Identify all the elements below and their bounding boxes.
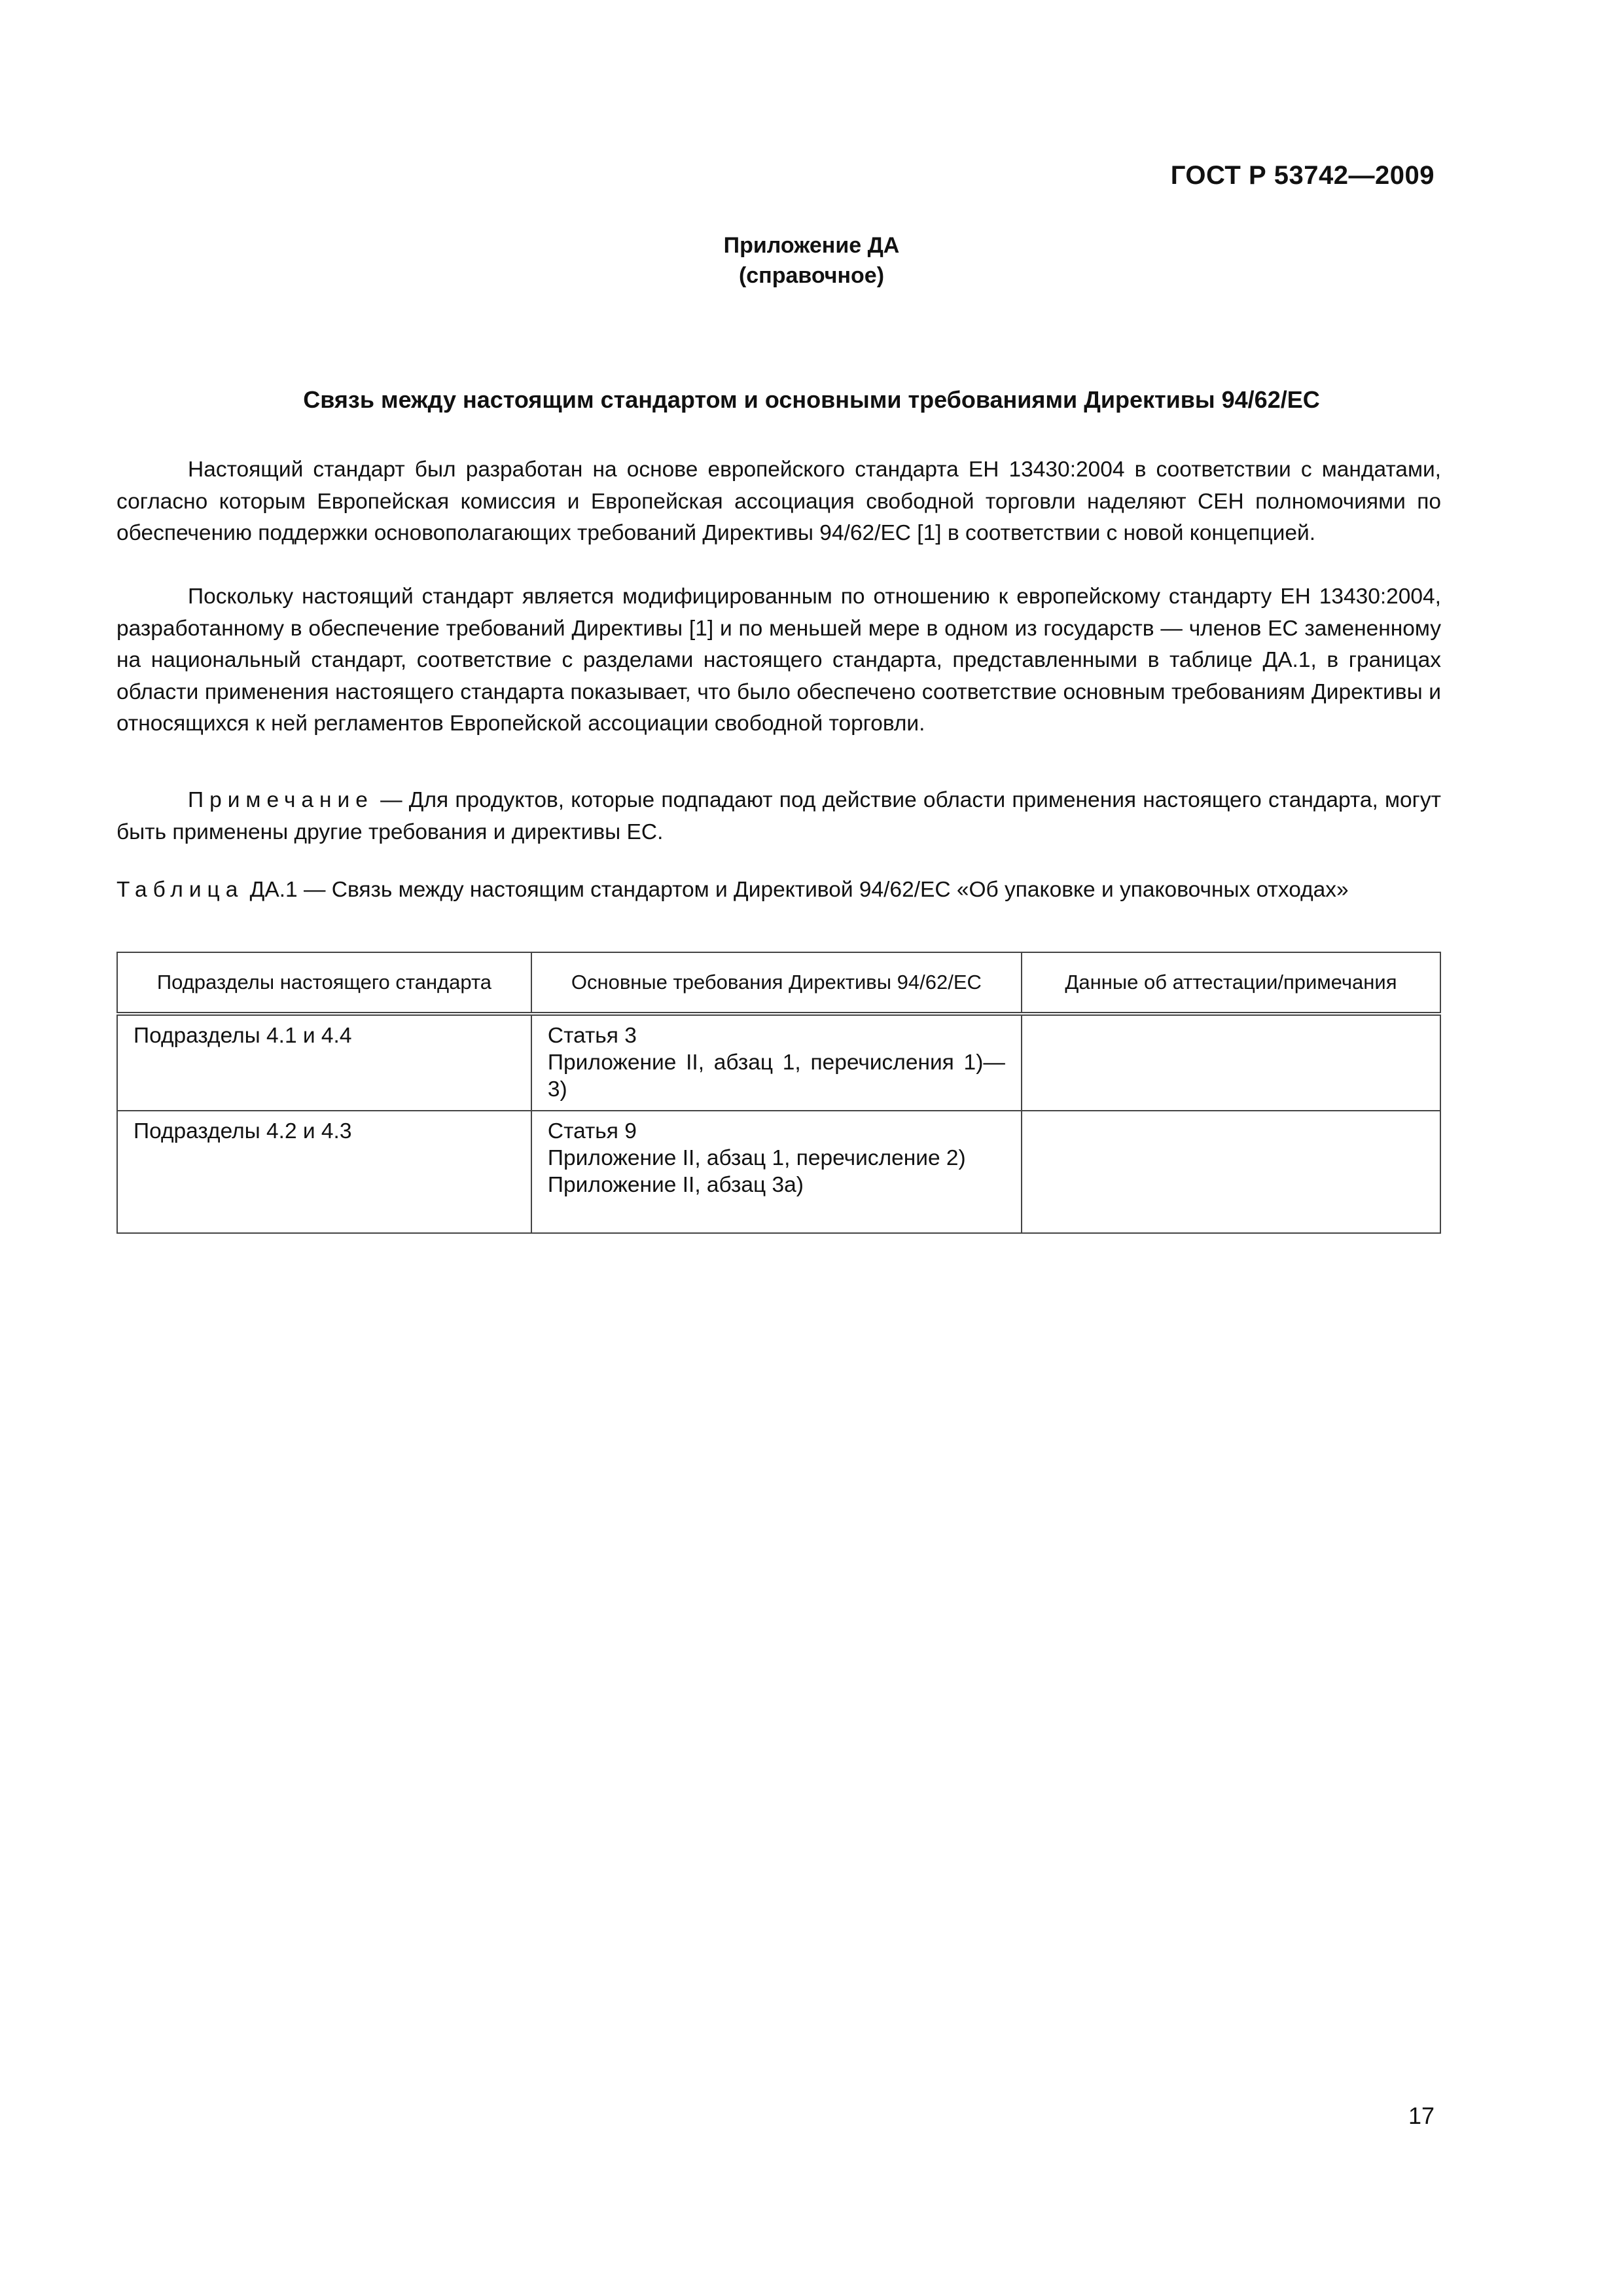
cell-subsections: Подразделы 4.1 и 4.4 (117, 1014, 531, 1111)
annex-type: (справочное) (738, 263, 885, 288)
requirement-line: Статья 9 (547, 1119, 637, 1143)
document-code: ГОСТ Р 53742—2009 (1170, 161, 1435, 190)
correspondence-table (116, 952, 1441, 1234)
header-requirements: Основные требования Директивы 94/62/ЕС (531, 952, 1022, 1014)
page-number: 17 (1408, 2102, 1435, 2129)
cell-requirements (531, 1111, 1022, 1233)
annex-header (0, 230, 1623, 291)
annex-title: Приложение ДА (723, 233, 900, 258)
paragraph-2: Поскольку настоящий стандарт является модифицированным по отношению к европейскому стандарту ЕН 13430:2004, разработанному в обеспечение требований Директивы [1] и по меньшей мере в одном из государств — членов ЕС замененному на национальный стандарт, соответствие с разделами настоящего стандарта, представленными в таблице ДА.1, в границах области применения настоящего стандарта показывает, что было обеспечено соответствие основным требованиям Директивы и относящихся к ней регламентов Европейской ассоциации свободной торговли. (116, 584, 1441, 736)
cell-notes (1022, 1111, 1440, 1233)
header-notes: Данные об аттестации/примечания (1022, 952, 1440, 1014)
note-label: Примечание (188, 788, 374, 812)
section-heading: Связь между настоящим стандартом и основными требованиями Директивы 94/62/ЕС (303, 386, 1320, 413)
table-row (117, 1014, 1440, 1111)
note (116, 785, 1441, 848)
cell-subsections: Подразделы 4.2 и 4.3 (117, 1111, 531, 1233)
header-subsections: Подразделы настоящего стандарта (117, 952, 531, 1014)
cell-requirements (531, 1014, 1022, 1111)
table-caption (116, 876, 1441, 905)
paragraph-2-block (116, 581, 1441, 740)
table-caption-text: ДА.1 — Связь между настоящим стандартом и Директивой 94/62/ЕС «Об упаковке и упаковочных отходах» (249, 878, 1349, 902)
requirement-line: Приложение II, абзац 1, перечисления 1)—3) (547, 1050, 1005, 1102)
requirement-line: Приложение II, абзац 1, перечисление 2) (547, 1146, 966, 1170)
table-row (117, 1111, 1440, 1233)
paragraph-1: Настоящий стандарт был разработан на основе европейского стандарта ЕН 13430:2004 в соответствии с мандатами, согласно которым Европейская комиссия и Европейская ассоциация свободной торговли наделяют СЕН полномочиями по обеспечению поддержки основополагающих требований Директивы 94/62/ЕС [1] в соответствии с новой концепцией. (116, 457, 1441, 545)
table-caption-label: Таблица (116, 878, 244, 902)
note-block (116, 785, 1441, 848)
table-header-row (117, 952, 1440, 1014)
note-text: — Для продуктов, которые подпадают под действие области применения настоящего стандарта, могут быть применены другие требования и директивы ЕС. (116, 788, 1441, 844)
requirement-line: Статья 3 (547, 1024, 637, 1048)
cell-notes (1022, 1014, 1440, 1111)
paragraph-1-block (116, 454, 1441, 550)
requirement-line: Приложение II, абзац 3а) (547, 1173, 804, 1197)
